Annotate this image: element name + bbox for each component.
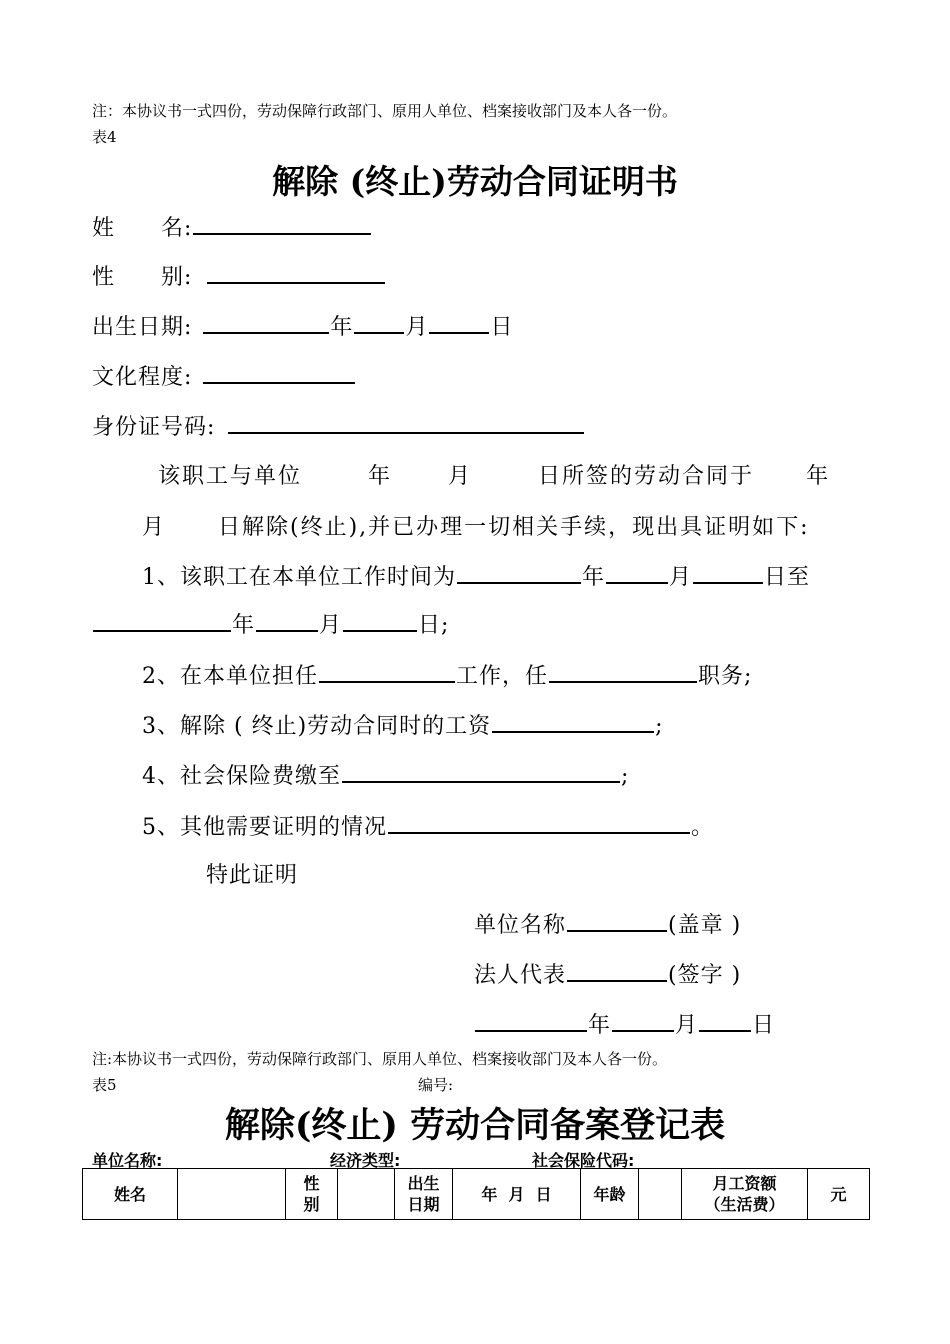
item1-year: 年 [582,565,606,590]
name-row [92,211,372,242]
col-salary-header: 月工资额 （生活费） [682,1169,808,1220]
work-start-day-field[interactable] [693,560,763,584]
birth-day-field[interactable] [429,310,489,334]
item-1 [142,560,810,591]
gender-field[interactable] [207,260,385,284]
gender-cell[interactable] [338,1169,395,1220]
para1-month: 月 [448,464,473,489]
unit-name-field[interactable] [567,908,667,932]
para1-text-a: 该职工与单位 [158,464,303,489]
sign-year: 年 [588,1013,612,1038]
education-row [92,360,356,391]
serial-number-label: 编号: [418,1076,454,1094]
sign-text: (签字 ) [668,963,742,988]
item1-month: 月 [669,565,693,590]
sign-date-row [474,1008,775,1039]
gender-row [92,260,386,291]
id-label: 身份证号码: [92,415,216,440]
birth-label: 出生日期: [92,315,193,340]
registration-table [82,1168,870,1220]
name-label: 姓 名: [92,216,193,241]
item2-text-b: 工作，任 [456,664,549,689]
col-age-header: 年龄 [581,1169,639,1220]
work-start-month-field[interactable] [606,560,668,584]
education-field[interactable] [203,360,355,384]
item-3 [142,709,664,740]
para1-text-b: 日所签的劳动合同于 [538,464,755,489]
sign-year-field[interactable] [475,1008,587,1032]
item-2 [142,659,752,690]
item5-text: 5、其他需要证明的情况 [142,815,387,840]
certificate-title: 解除 (终止)劳动合同证明书 [272,162,678,201]
item1-text: 1、该职工在本单位工作时间为 [142,565,456,590]
item-4 [142,759,629,790]
item4-text: 4、社会保险费缴至 [142,764,341,789]
col-name-header: 姓名 [83,1169,178,1220]
item1-end-month: 月 [319,613,343,638]
top-note: 注：本协议书一式四份，劳动保障行政部门、原用人单位、档案接收部门及本人各一份。 [92,102,678,120]
other-info-field[interactable] [388,810,690,834]
bottom-note: 注:本协议书一式四份，劳动保障行政部门、原用人单位、档案接收部门及本人各一份。 [92,1050,668,1068]
table-row [83,1169,870,1220]
special-proof: 特此证明 [206,863,299,888]
item4-semicolon: ; [621,764,630,789]
item2-text-c: 职务; [698,664,753,689]
birth-date-cell[interactable]: 年 月 日 [453,1169,581,1220]
education-label: 文化程度: [92,365,193,390]
para1-year-2: 年 [806,464,831,489]
item1-end-day: 日; [418,613,450,638]
position-field[interactable] [549,659,697,683]
job-field[interactable] [319,659,455,683]
salary-field[interactable] [492,709,654,733]
table4-label: 表4 [92,128,117,146]
item3-text: 3、解除 ( 终止)劳动合同时的工资 [142,714,492,739]
para1-year: 年 [368,464,393,489]
id-number-field[interactable] [228,410,584,434]
name-cell[interactable] [178,1169,286,1220]
reg-ss-code-label: 社会保险代码: [532,1151,635,1170]
seal-text: (盖章 ) [668,913,742,938]
item-1-cont [92,608,449,639]
day-text: 日 [490,315,514,340]
col-birth-header: 出生 日期 [395,1169,453,1220]
work-end-year-field[interactable] [93,608,231,632]
registration-title: 解除(终止) 劳动合同备案登记表 [224,1105,726,1146]
id-row [92,410,585,441]
sign-day-field[interactable] [699,1008,751,1032]
age-cell[interactable] [639,1169,682,1220]
work-end-month-field[interactable] [256,608,318,632]
work-start-year-field[interactable] [457,560,581,584]
legal-rep-row [474,958,741,989]
birth-year-field[interactable] [203,310,329,334]
item1-day-to: 日至 [764,565,811,590]
sign-month-field[interactable] [612,1008,674,1032]
work-end-day-field[interactable] [343,608,417,632]
gender-label: 性 别: [92,265,193,290]
table5-label: 表5 [92,1076,117,1094]
item5-period: 。 [691,815,715,840]
legal-rep-field[interactable] [567,958,667,982]
sign-month: 月 [675,1013,699,1038]
col-gender-header: 性 别 [286,1169,338,1220]
birth-month-field[interactable] [354,310,404,334]
birth-row [92,310,513,341]
item3-semicolon: ; [655,714,664,739]
social-insurance-field[interactable] [342,759,620,783]
para-line-2 [142,510,810,541]
month-text: 月 [405,315,429,340]
item-5 [142,810,714,841]
year-text: 年 [330,315,354,340]
sign-day: 日 [752,1013,776,1038]
para-line-1 [158,459,830,490]
unit-name-label: 单位名称 [474,913,567,938]
unit-seal-row [474,908,741,939]
legal-rep-label: 法人代表 [474,963,567,988]
para2-month: 月 [142,515,167,540]
name-field[interactable] [193,211,371,235]
item1-end-year: 年 [232,613,256,638]
item2-text-a: 2、在本单位担任 [142,664,318,689]
salary-cell[interactable]: 元 [808,1169,870,1220]
reg-unit-name-label: 单位名称: [92,1151,163,1170]
para2-text: 日解除(终止),并已办理一切相关手续，现出具证明如下: [218,515,810,540]
reg-econ-type-label: 经济类型: [330,1151,401,1170]
